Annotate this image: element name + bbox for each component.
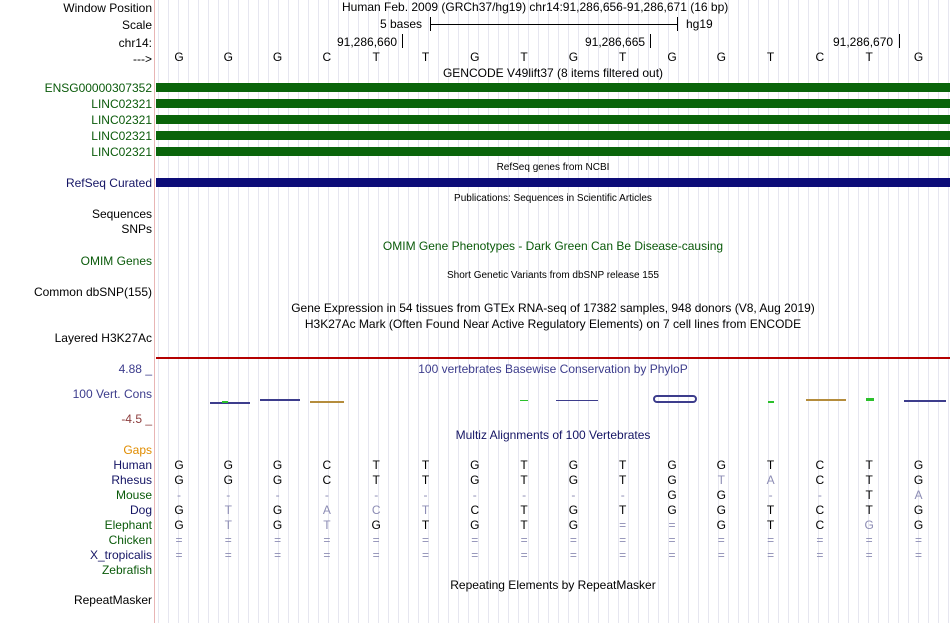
species-label-rhesus[interactable]: Rhesus xyxy=(111,473,152,487)
alignment-base: = xyxy=(421,548,429,562)
h3k27ac-label[interactable]: Layered H3K27Ac xyxy=(54,331,152,345)
alignment-base: = xyxy=(175,548,183,562)
gencode-track-title: GENCODE V49lift37 (8 items filtered out) xyxy=(442,66,664,80)
alignment-base: T xyxy=(619,473,627,487)
alignment-base: - xyxy=(374,488,379,502)
alignment-row xyxy=(0,503,950,517)
scale-assembly: hg19 xyxy=(686,17,713,31)
alignment-base: - xyxy=(423,488,428,502)
alignment-base: - xyxy=(324,488,329,502)
gencode-item-label[interactable]: ENSG00000307352 xyxy=(44,81,152,95)
alignment-base: T xyxy=(224,503,232,517)
alignment-base: = xyxy=(767,548,775,562)
alignment-base: C xyxy=(815,458,825,472)
alignment-base: C xyxy=(470,503,480,517)
alignment-base: G xyxy=(470,473,480,487)
species-label-elephant[interactable]: Elephant xyxy=(104,518,152,532)
multiz-track-title: Multiz Alignments of 100 Vertebrates xyxy=(455,428,651,442)
alignment-base: - xyxy=(472,488,477,502)
alignment-base: A xyxy=(322,503,331,517)
alignment-row xyxy=(0,473,950,487)
alignment-base: = xyxy=(668,548,676,562)
alignment-base: C xyxy=(815,518,825,532)
h3k27ac-track-title: H3K27Ac Mark (Often Found Near Active Regulatory Elements) on 7 cell lines from ENCODE xyxy=(304,317,802,331)
coord-label: 91,286,670 xyxy=(833,35,894,49)
alignment-base: T xyxy=(619,503,627,517)
alignment-base: G xyxy=(174,503,184,517)
alignment-base: G xyxy=(174,473,184,487)
alignment-base: G xyxy=(223,473,233,487)
alignment-base: = xyxy=(421,533,429,547)
alignment-base: T xyxy=(766,458,775,472)
alignment-row xyxy=(0,548,950,562)
alignment-base: G xyxy=(568,503,579,517)
alignment-base: T xyxy=(865,473,873,487)
alignment-base: = xyxy=(224,548,232,562)
species-label-dog[interactable]: Dog xyxy=(129,503,152,517)
alignment-base: G xyxy=(272,503,283,517)
alignment-base: = xyxy=(569,533,577,547)
alignment-base: G xyxy=(568,473,579,487)
publications-snps-label[interactable]: SNPs xyxy=(121,222,152,236)
alignment-base: G xyxy=(371,518,381,532)
alignment-base: = xyxy=(816,548,824,562)
alignment-base: = xyxy=(668,533,676,547)
phylop-track-title: 100 vertebrates Basewise Conservation by PhyloP xyxy=(418,362,688,376)
alignment-base: - xyxy=(620,488,625,502)
alignment-base: = xyxy=(323,533,331,547)
alignment-base: = xyxy=(224,533,232,547)
base-letter: G xyxy=(470,50,480,64)
alignment-base: = xyxy=(619,548,627,562)
alignment-base: = xyxy=(372,548,380,562)
repeatmasker-label[interactable]: RepeatMasker xyxy=(73,593,152,607)
strand-arrow-label: ---> xyxy=(133,52,152,66)
alignment-base: = xyxy=(717,548,725,562)
alignment-base: G xyxy=(568,518,579,532)
publications-sequences-label[interactable]: Sequences xyxy=(91,207,152,221)
alignment-base: = xyxy=(914,548,922,562)
alignment-base: G xyxy=(667,488,677,502)
alignment-row xyxy=(0,458,950,472)
alignment-base: T xyxy=(865,503,873,517)
species-label-mouse[interactable]: Mouse xyxy=(115,488,152,502)
coord-label: 91,286,660 xyxy=(337,35,398,49)
dbsnp-label[interactable]: Common dbSNP(155) xyxy=(33,285,152,299)
alignment-base: G xyxy=(716,458,726,472)
phylop-label[interactable]: 100 Vert. Cons xyxy=(72,387,152,401)
alignment-base: G xyxy=(174,458,184,472)
species-label-x-tropicalis[interactable]: X_tropicalis xyxy=(89,548,152,562)
alignment-base: = xyxy=(767,533,775,547)
alignment-base: = xyxy=(717,533,725,547)
alignment-base: T xyxy=(421,458,430,472)
alignment-row xyxy=(0,488,950,502)
window-position-label: Window Position xyxy=(63,1,152,15)
alignment-base: T xyxy=(766,518,775,532)
alignment-base: T xyxy=(520,518,528,532)
species-label-zebrafish[interactable]: Zebrafish xyxy=(101,563,152,577)
alignment-base: G xyxy=(667,458,677,472)
base-letter: T xyxy=(865,50,873,64)
scale-label: Scale xyxy=(121,18,152,32)
phylop-max-label: 4.88 _ xyxy=(118,362,152,376)
alignment-base: = xyxy=(914,533,922,547)
alignment-base: G xyxy=(568,458,579,472)
alignment-base: T xyxy=(323,518,331,532)
alignment-base: - xyxy=(177,488,181,502)
alignment-base: G xyxy=(470,458,480,472)
base-letter: G xyxy=(272,50,283,64)
alignment-base: G xyxy=(174,518,184,532)
alignment-base: T xyxy=(421,473,430,487)
scale-text: 5 bases xyxy=(380,17,423,31)
alignment-base: = xyxy=(668,518,676,532)
base-letter: G xyxy=(174,50,184,64)
alignment-base: G xyxy=(716,518,726,532)
alignment-base: = xyxy=(569,548,577,562)
base-letter: T xyxy=(421,50,430,64)
refseq-track-title: RefSeq genes from NCBI xyxy=(496,162,610,173)
alignment-base: G xyxy=(470,518,480,532)
alignment-base: C xyxy=(371,503,381,517)
base-letter: G xyxy=(667,50,677,64)
alignment-base: G xyxy=(716,488,726,502)
gencode-item-label[interactable]: LINC02321 xyxy=(91,145,152,159)
alignment-base: = xyxy=(816,533,824,547)
publications-track-title: Publications: Sequences in Scientific Articles xyxy=(454,193,652,204)
alignment-base: = xyxy=(274,533,282,547)
alignment-base: G xyxy=(913,473,924,487)
multiz-gaps-label[interactable]: Gaps xyxy=(123,443,152,457)
alignment-base: T xyxy=(520,503,528,517)
alignment-base: = xyxy=(619,533,627,547)
alignment-base: A xyxy=(766,473,775,487)
alignment-base: G xyxy=(913,518,924,532)
alignment-base: - xyxy=(571,488,576,502)
base-letter: G xyxy=(913,50,924,64)
base-letter: G xyxy=(716,50,726,64)
alignment-base: = xyxy=(372,533,380,547)
alignment-base: G xyxy=(667,503,677,517)
alignment-base: = xyxy=(520,548,528,562)
base-letter: T xyxy=(372,50,380,64)
alignment-base: G xyxy=(913,458,924,472)
alignment-base: G xyxy=(272,518,283,532)
alignment-base: T xyxy=(865,488,873,502)
alignment-base: A xyxy=(914,488,923,502)
alignment-base: = xyxy=(865,548,873,562)
alignment-base: - xyxy=(226,488,231,502)
alignment-base: = xyxy=(323,548,331,562)
alignment-row xyxy=(0,533,950,547)
alignment-base: C xyxy=(815,473,825,487)
base-letter: C xyxy=(815,50,825,64)
repeatmasker-track-title: Repeating Elements by RepeatMasker xyxy=(450,578,656,592)
alignment-base: T xyxy=(520,458,528,472)
alignment-base: T xyxy=(421,503,430,517)
alignment-base: T xyxy=(372,473,380,487)
gencode-item-label[interactable]: LINC02321 xyxy=(91,129,152,143)
alignment-base: = xyxy=(619,518,627,532)
omim-label[interactable]: OMIM Genes xyxy=(80,254,152,268)
alignment-base: G xyxy=(864,518,874,532)
species-label-chicken[interactable]: Chicken xyxy=(108,533,152,547)
alignment-base: T xyxy=(717,473,725,487)
window-position-value: Human Feb. 2009 (GRCh37/hg19) chr14:91,286,656-91,286,671 (16 bp) xyxy=(342,0,729,14)
alignment-base: - xyxy=(275,488,280,502)
gencode-item-label[interactable]: LINC02321 xyxy=(91,97,152,111)
alignment-base: - xyxy=(522,488,527,502)
alignment-base: = xyxy=(865,533,873,547)
alignment-base: = xyxy=(175,533,183,547)
alignment-base: G xyxy=(272,458,283,472)
refseq-label[interactable]: RefSeq Curated xyxy=(65,176,152,190)
base-letter: T xyxy=(619,50,627,64)
base-letter: G xyxy=(568,50,579,64)
alignment-base: T xyxy=(865,458,873,472)
alignment-base: G xyxy=(716,503,726,517)
gencode-item-label[interactable]: LINC02321 xyxy=(91,113,152,127)
gtex-track-title: Gene Expression in 54 tissues from GTEx RNA-seq of 17382 samples, 948 donors (V8, Aug 2019) xyxy=(291,301,815,315)
alignment-base: G xyxy=(913,503,924,517)
alignment-base: C xyxy=(322,473,332,487)
alignment-base: T xyxy=(372,458,380,472)
alignment-row xyxy=(0,563,950,577)
alignment-row xyxy=(0,518,950,532)
alignment-base: C xyxy=(322,458,332,472)
alignment-base: G xyxy=(223,458,233,472)
alignment-base: - xyxy=(817,488,822,502)
base-letter: T xyxy=(766,50,775,64)
alignment-base: T xyxy=(421,518,430,532)
phylop-min-label: -4.5 _ xyxy=(121,412,152,426)
alignment-base: = xyxy=(471,533,479,547)
species-label-human[interactable]: Human xyxy=(113,458,152,472)
alignment-base: T xyxy=(520,473,528,487)
chrom-label: chr14: xyxy=(118,36,152,50)
base-letter: G xyxy=(223,50,233,64)
alignment-base: - xyxy=(768,488,773,502)
alignment-base: T xyxy=(224,518,232,532)
alignment-base: T xyxy=(766,503,775,517)
coord-label: 91,286,665 xyxy=(585,35,646,49)
alignment-base: G xyxy=(667,473,677,487)
omim-track-title: OMIM Gene Phenotypes - Dark Green Can Be Disease-causing xyxy=(382,239,724,253)
alignment-base: C xyxy=(815,503,825,517)
base-letter: C xyxy=(322,50,332,64)
alignment-base: G xyxy=(272,473,283,487)
base-letter: T xyxy=(520,50,528,64)
alignment-base: = xyxy=(520,533,528,547)
alignment-base: = xyxy=(274,548,282,562)
dbsnp-track-title: Short Genetic Variants from dbSNP release 155 xyxy=(447,270,659,281)
alignment-base: T xyxy=(619,458,627,472)
alignment-base: = xyxy=(471,548,479,562)
